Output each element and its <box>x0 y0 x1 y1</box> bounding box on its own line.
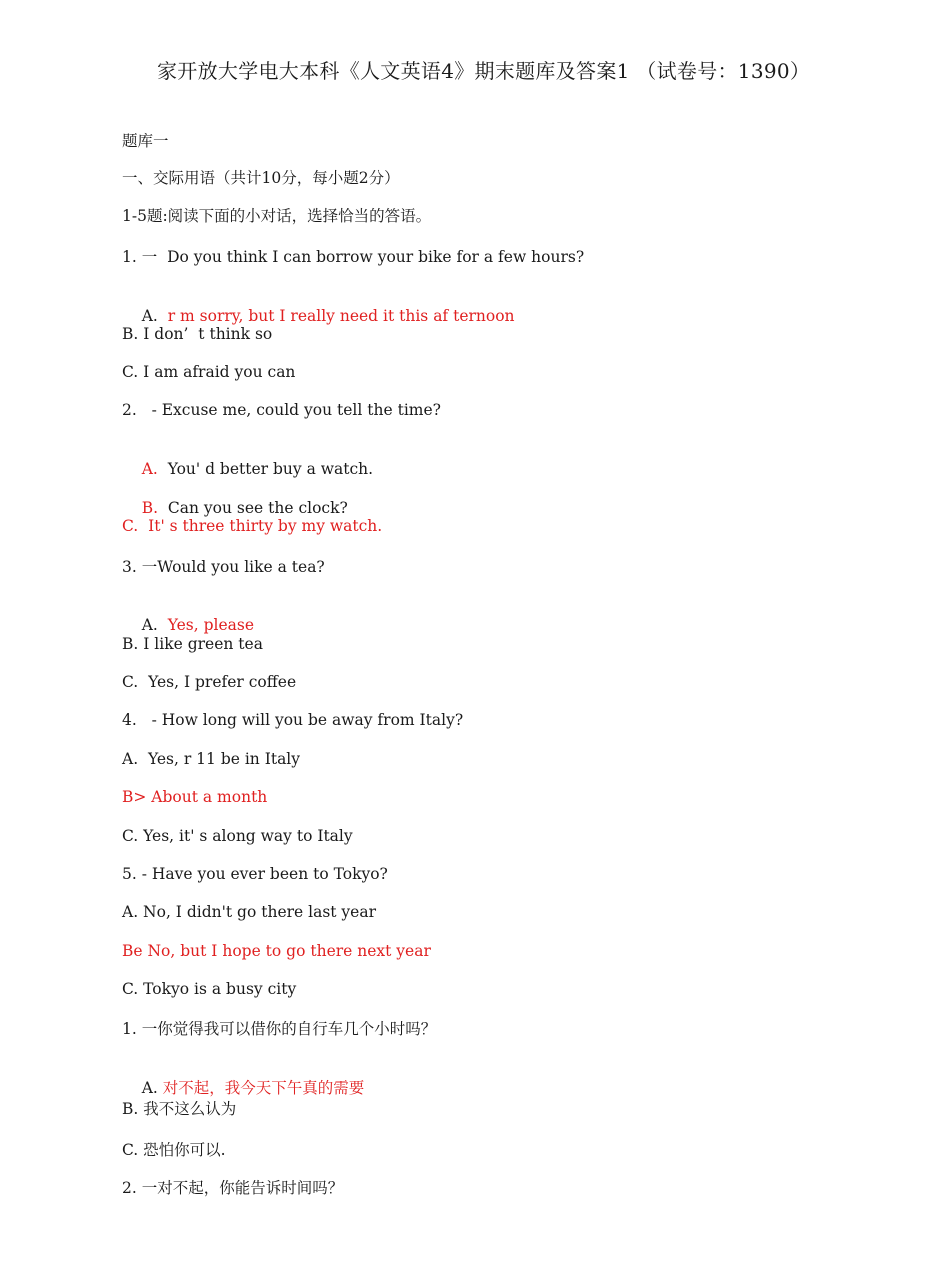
option-4a: A. Yes, r 11 be in Italy <box>122 750 301 768</box>
translation-option-1b: B. 我不这么认为 <box>122 1100 237 1118</box>
option-label: A. <box>141 460 158 478</box>
question-3: 3. 一Would you like a tea? <box>122 558 325 576</box>
option-1c: C. I am afraid you can <box>122 363 296 381</box>
option-label: A. <box>141 307 168 325</box>
option-text: Can you see the clock? <box>158 499 348 517</box>
option-3c: C. Yes, I prefer coffee <box>122 673 297 691</box>
option-5c: C. Tokyo is a busy city <box>122 980 297 998</box>
option-label: B. <box>141 499 159 517</box>
instructions: 1-5题:阅读下面的小对话，选择恰当的答语。 <box>122 207 432 225</box>
option-4c: C. Yes, it' s along way to Italy <box>122 827 353 845</box>
document-title: 家开放大学电大本科《人文英语4》期末题库及答案1 （试卷号：1390） <box>157 59 811 83</box>
option-text-answer: Yes, please <box>167 616 254 634</box>
translation-question-1: 1. 一你觉得我可以借你的自行车几个小时吗？ <box>122 1020 437 1038</box>
translation-option-1c: C. 恐怕你可以. <box>122 1141 226 1159</box>
option-text: You' d better buy a watch. <box>157 460 374 478</box>
question-2: 2. - Excuse me, could you tell the time? <box>122 401 441 419</box>
question-1: 1. 一 Do you think I can borrow your bike for a few hours? <box>122 248 585 266</box>
option-label: A. <box>141 1079 163 1097</box>
question-5: 5. - Have you ever been to Tokyo? <box>122 865 388 883</box>
option-5a: A. No, I didn't go there last year <box>122 903 377 921</box>
option-text-answer: r m sorry, but I really need it this af ternoon <box>167 307 515 325</box>
option-4b-answer: B> About a month <box>122 788 268 806</box>
option-2c-answer: C. It' s three thirty by my watch. <box>122 517 383 535</box>
option-label: A. <box>141 616 168 634</box>
option-3b: B. I like green tea <box>122 635 263 653</box>
option-1b: B. I don’ t think so <box>122 325 273 343</box>
part-heading: 一、交际用语（共计10分，每小题2分） <box>122 169 400 187</box>
question-4: 4. - How long will you be away from Italy? <box>122 711 464 729</box>
section-heading: 题库一 <box>122 132 169 150</box>
option-text-answer: 对不起，我今天下午真的需要 <box>162 1079 365 1097</box>
translation-question-2: 2. 一对不起，你能告诉时间吗？ <box>122 1179 344 1197</box>
option-5b-answer: Be No, but I hope to go there next year <box>122 942 431 960</box>
